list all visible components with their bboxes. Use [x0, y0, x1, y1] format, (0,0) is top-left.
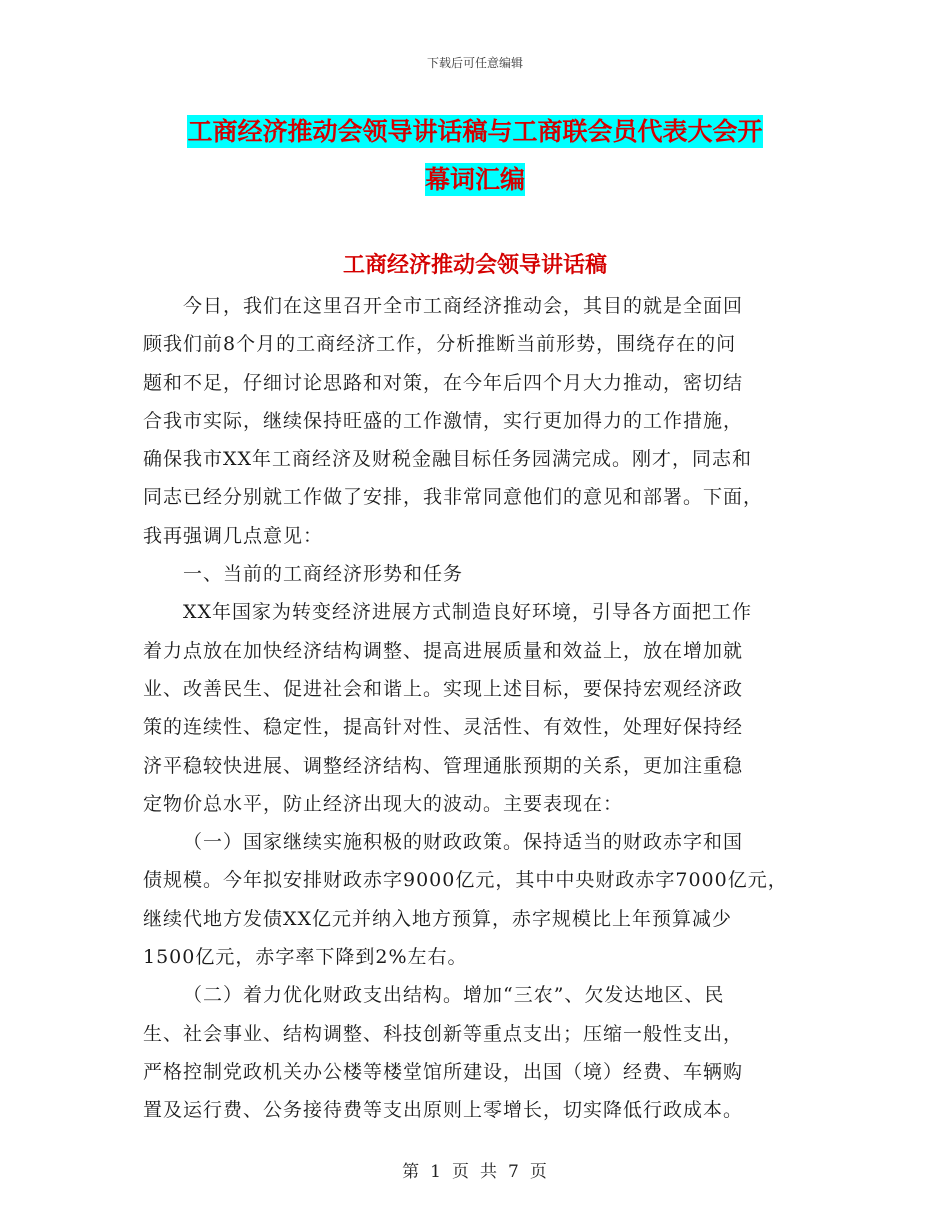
page-footer: [0, 1157, 950, 1182]
page-total: 7: [508, 1162, 520, 1182]
text-line: 生、社会事业、结构调整、科技创新等重点支出；压缩一般性支出，: [143, 1022, 744, 1045]
text-line: 济平稳较快进展、调整经济结构、管理通胀预期的关系，更加注重稳: [143, 754, 744, 777]
paragraph-situation: [143, 593, 813, 823]
text-line: 业、改善民生、促进社会和谐上。实现上述目标，要保持宏观经济政: [143, 677, 744, 700]
paragraph-intro: [143, 287, 813, 555]
text-line: 确保我市XX年工商经济及财税金融目标任务园满完成。刚才，同志和: [143, 448, 753, 471]
text-line: 合我市实际，继续保持旺盛的工作激情，实行更加得力的工作措施，: [143, 409, 744, 432]
section-title: 工商经济推动会领导讲话稿: [342, 252, 607, 278]
paragraph-spending-structure: [143, 976, 813, 1129]
text-line: 顾我们前8个月的工商经济工作，分析推断当前形势，围绕存在的问: [143, 333, 737, 356]
document-title: [0, 110, 950, 202]
title-line-2: 幕词汇编: [424, 165, 525, 194]
text-line: 策的连续性、稳定性，提高针对性、灵活性、有效性，处理好保持经: [143, 716, 744, 739]
footer-suffix: 页: [529, 1162, 548, 1182]
footer-total-prefix: 共: [480, 1162, 498, 1182]
text-line: 1500亿元，赤字率下降到2%左右。: [143, 946, 468, 969]
text-line: 债规模。今年拟安排财政赤字9000亿元，其中中央财政赤字7000亿元，: [143, 869, 788, 892]
text-line: XX年国家为转变经济进展方式制造良好环境，引导各方面把工作: [183, 601, 753, 624]
text-line: （一）国家继续实施积极的财政政策。保持适当的财政赤字和国: [183, 831, 744, 854]
text-line: 一、当前的工商经济形势和任务: [183, 563, 464, 586]
page-number: 1: [430, 1162, 442, 1182]
text-line: 今日，我们在这里召开全市工商经济推动会，其目的就是全面回: [183, 295, 744, 317]
footer-prefix: 第: [402, 1162, 421, 1182]
text-line: 同志已经分别就工作做了安排，我非常同意他们的意见和部署。下面，: [143, 486, 764, 509]
body-text: [143, 287, 813, 1130]
text-line: 我再强调几点意见：: [143, 524, 324, 547]
text-line: （二）着力优化财政支出结构。增加“三农”、欠发达地区、民: [183, 984, 725, 1007]
paragraph-heading-1: [143, 555, 813, 593]
text-line: 严格控制党政机关办公楼等楼堂馆所建设，出国（境）经费、车辆购: [143, 1060, 744, 1083]
header-note: 下载后可任意编辑: [426, 56, 523, 70]
paragraph-fiscal-policy: [143, 823, 813, 976]
text-line: 着力点放在加快经济结构调整、提高进展质量和效益上，放在增加就: [143, 639, 744, 662]
text-line: 题和不足，仔细讨论思路和对策，在今年后四个月大力推动，密切结: [143, 371, 744, 394]
text-line: 定物价总水平，防止经济出现大的波动。主要表现在：: [143, 792, 624, 815]
text-line: 继续代地方发债XX亿元并纳入地方预算，赤字规模比上年预算减少: [143, 907, 733, 930]
footer-mid: 页: [452, 1162, 470, 1182]
title-line-1: 工商经济推动会领导讲话稿与工商联会员代表大会开: [187, 117, 763, 146]
text-line: 置及运行费、公务接待费等支出原则上零增长，切实降低行政成本。: [143, 1099, 744, 1122]
